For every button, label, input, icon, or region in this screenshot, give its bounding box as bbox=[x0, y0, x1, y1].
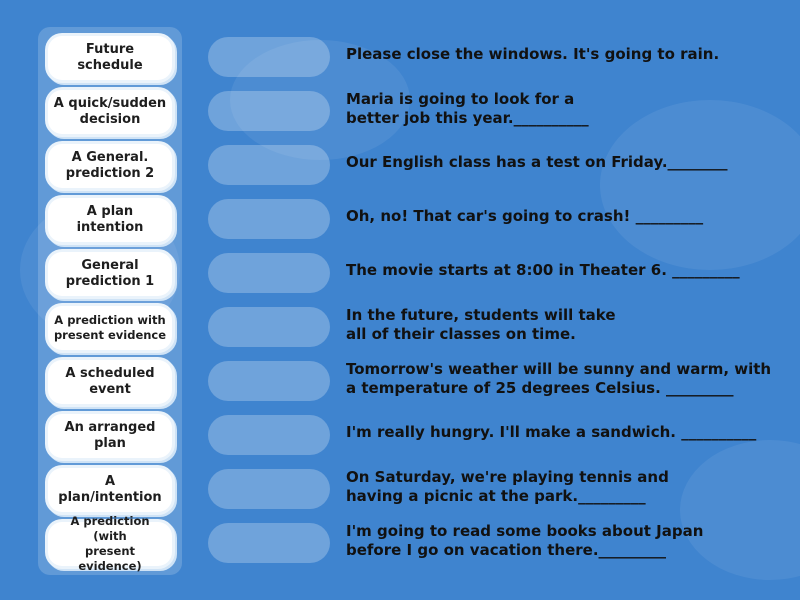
sentence-text: Please close the windows. It's going to rain. bbox=[346, 45, 720, 63]
answer-tile[interactable] bbox=[48, 414, 172, 458]
drop-slot[interactable] bbox=[208, 307, 330, 347]
answer-tile-column bbox=[38, 27, 182, 575]
sentence-text: I'm really hungry. I'll make a sandwich. __________ bbox=[346, 423, 757, 441]
drop-slot[interactable] bbox=[208, 523, 330, 563]
answer-tile[interactable] bbox=[48, 360, 172, 404]
drop-slot[interactable] bbox=[208, 91, 330, 131]
answer-tile-label: A plan intention bbox=[76, 204, 144, 235]
answer-tile[interactable] bbox=[48, 90, 172, 134]
answer-tile[interactable] bbox=[48, 252, 172, 296]
answer-tile-label: A prediction with present evidence bbox=[53, 313, 167, 342]
answer-tile-label: A General. prediction 2 bbox=[65, 150, 155, 181]
sentence-text: Maria is going to look for a better job this year.__________ bbox=[346, 90, 589, 127]
answer-tile[interactable] bbox=[48, 468, 172, 512]
answer-tile[interactable] bbox=[48, 36, 172, 80]
answer-tile-label: General prediction 1 bbox=[65, 258, 155, 289]
drop-slot[interactable] bbox=[208, 199, 330, 239]
answer-tile-label: A scheduled event bbox=[65, 366, 155, 397]
sentence-text: I'm going to read some books about Japan before I go on vacation there._________ bbox=[346, 522, 704, 559]
sentence-text: Oh, no! That car's going to crash! _________ bbox=[346, 207, 704, 225]
answer-tile[interactable] bbox=[48, 306, 172, 350]
sentence-text: The movie starts at 8:00 in Theater 6. _________ bbox=[346, 261, 740, 279]
answer-tile[interactable] bbox=[48, 514, 172, 573]
sentence-text: Tomorrow's weather will be sunny and warm, with a temperature of 25 degrees Celsius. _________ bbox=[346, 360, 772, 397]
sentence-text: On Saturday, we're playing tennis and having a picnic at the park._________ bbox=[346, 468, 669, 505]
sentence-text: Our English class has a test on Friday.________ bbox=[346, 153, 728, 171]
sentence-text: In the future, students will take all of their classes on time. bbox=[346, 306, 616, 343]
drop-slot[interactable] bbox=[208, 415, 330, 455]
answer-tile-label: Future schedule bbox=[77, 42, 143, 73]
answer-tile-label: A prediction (with present evidence) bbox=[70, 514, 150, 573]
drop-slot[interactable] bbox=[208, 145, 330, 185]
answer-tile-label: A quick/sudden decision bbox=[53, 96, 167, 127]
answer-tile-label: A plan/intention bbox=[58, 474, 162, 505]
drop-slot[interactable] bbox=[208, 37, 330, 77]
drop-slot[interactable] bbox=[208, 361, 330, 401]
answer-tile-label: An arranged plan bbox=[64, 420, 156, 451]
drop-slot[interactable] bbox=[208, 469, 330, 509]
drop-slot[interactable] bbox=[208, 253, 330, 293]
answer-tile[interactable] bbox=[48, 198, 172, 242]
answer-tile[interactable] bbox=[48, 144, 172, 188]
